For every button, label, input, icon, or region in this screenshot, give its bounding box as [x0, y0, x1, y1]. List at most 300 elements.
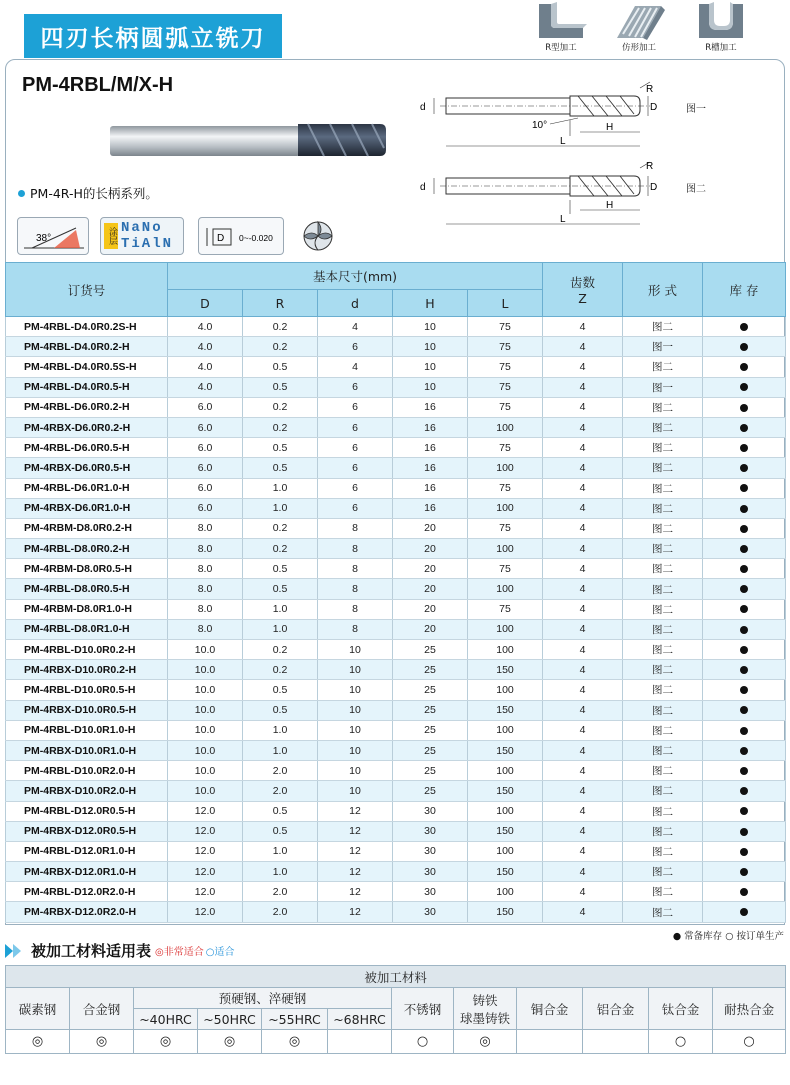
table-cell: 25: [393, 640, 468, 660]
col-shape: 形 式: [623, 263, 703, 317]
table-cell: 图二: [623, 882, 703, 902]
table-cell: 20: [393, 579, 468, 599]
table-cell: 30: [393, 862, 468, 882]
in-stock-dot-icon: [740, 727, 748, 735]
table-cell: 4.0: [168, 357, 243, 377]
stock-cell: [703, 377, 786, 397]
table-row: [6, 761, 786, 781]
table-cell: 12.0: [168, 862, 243, 882]
four-flute-icon: [300, 218, 336, 254]
table-cell: 4: [543, 397, 623, 417]
table-cell: 图二: [623, 599, 703, 619]
table-cell: 20: [393, 518, 468, 538]
mat-alloy: 合金钢: [70, 988, 134, 1030]
in-stock-dot-icon: [740, 505, 748, 513]
col-teeth: 齿数 Z: [543, 263, 623, 317]
table-cell: 25: [393, 761, 468, 781]
table-cell: 100: [468, 801, 543, 821]
table-cell: 10: [393, 317, 468, 337]
table-row: [6, 599, 786, 619]
col-H: H: [393, 290, 468, 317]
table-cell: 6.0: [168, 458, 243, 478]
svg-text:0~-0.020: 0~-0.020: [239, 233, 273, 243]
table-cell: 8.0: [168, 599, 243, 619]
table-cell: 8.0: [168, 539, 243, 559]
table-cell: PM-4RBX-D10.0R0.5-H: [6, 700, 168, 720]
in-stock-dot-icon: [740, 706, 748, 714]
table-cell: 0.5: [243, 377, 318, 397]
in-stock-dot-icon: [740, 444, 748, 452]
table-row: [6, 680, 786, 700]
table-cell: PM-4RBL-D8.0R1.0-H: [6, 619, 168, 639]
in-stock-dot-icon: [740, 888, 748, 896]
table-cell: 图二: [623, 660, 703, 680]
stock-cell: [703, 720, 786, 740]
table-cell: 6.0: [168, 397, 243, 417]
table-row: [6, 720, 786, 740]
mat-hrc-50: ~50HRC: [198, 1009, 262, 1030]
table-cell: 1.0: [243, 862, 318, 882]
table-row: [6, 740, 786, 760]
table-cell: 25: [393, 660, 468, 680]
table-cell: PM-4RBX-D12.0R0.5-H: [6, 821, 168, 841]
tolerance-badge: [198, 217, 284, 255]
rating-cell: ○: [713, 1030, 786, 1054]
table-cell: 4: [543, 841, 623, 861]
table-cell: 100: [468, 458, 543, 478]
table-cell: 图二: [623, 781, 703, 801]
table-cell: 10: [318, 740, 393, 760]
stock-cell: [703, 458, 786, 478]
table-cell: 25: [393, 700, 468, 720]
table-cell: 2.0: [243, 882, 318, 902]
table-cell: 8: [318, 518, 393, 538]
table-cell: 0.2: [243, 539, 318, 559]
table-cell: 25: [393, 740, 468, 760]
table-cell: PM-4RBM-D8.0R1.0-H: [6, 599, 168, 619]
table-row: [6, 640, 786, 660]
table-cell: 4: [543, 902, 623, 922]
table-cell: 75: [468, 377, 543, 397]
table-cell: 4: [543, 801, 623, 821]
table-cell: 4: [543, 317, 623, 337]
table-cell: PM-4RBL-D4.0R0.5S-H: [6, 357, 168, 377]
stock-cell: [703, 337, 786, 357]
table-cell: 4.0: [168, 317, 243, 337]
materials-table: [5, 965, 786, 1054]
svg-text:d: d: [420, 102, 426, 113]
rating-cell: ◎: [262, 1030, 328, 1054]
table-cell: 4: [543, 599, 623, 619]
table-cell: 图一: [623, 337, 703, 357]
table-cell: PM-4RBL-D6.0R0.2-H: [6, 397, 168, 417]
col-order-no: 订货号: [6, 263, 168, 317]
table-cell: PM-4RBL-D8.0R0.2-H: [6, 539, 168, 559]
table-cell: 图二: [623, 761, 703, 781]
bullet-dot: [18, 190, 25, 197]
table-cell: 8: [318, 539, 393, 559]
table-row: [6, 498, 786, 518]
table-cell: 4: [543, 579, 623, 599]
coating-badge: 涂层 NaNo TiAlN: [100, 217, 184, 255]
in-stock-dot-icon: [740, 323, 748, 331]
mat-hrc-55: ~55HRC: [262, 1009, 328, 1030]
mat-copper: 铜合金: [517, 988, 583, 1030]
table-row: [6, 902, 786, 922]
table-cell: 图二: [623, 720, 703, 740]
in-stock-dot-icon: [740, 585, 748, 593]
table-cell: 6.0: [168, 498, 243, 518]
table-cell: 4: [543, 337, 623, 357]
table-cell: 10: [318, 720, 393, 740]
in-stock-dot-icon: [740, 787, 748, 795]
rating-cell: ○: [649, 1030, 713, 1054]
table-cell: 150: [468, 862, 543, 882]
table-cell: 10: [318, 761, 393, 781]
col-L: L: [468, 290, 543, 317]
table-cell: 图二: [623, 498, 703, 518]
table-cell: 12: [318, 801, 393, 821]
mat-aluminum: 铝合金: [583, 988, 649, 1030]
table-cell: 75: [468, 599, 543, 619]
in-stock-dot-icon: [740, 908, 748, 916]
table-cell: 4: [543, 498, 623, 518]
table-cell: 4: [543, 700, 623, 720]
table-cell: PM-4RBX-D6.0R1.0-H: [6, 498, 168, 518]
table-row: [6, 478, 786, 498]
table-cell: 12: [318, 902, 393, 922]
table-row: [6, 700, 786, 720]
table-cell: 30: [393, 902, 468, 922]
table-cell: 4: [318, 357, 393, 377]
table-cell: 25: [393, 680, 468, 700]
table-cell: PM-4RBL-D10.0R1.0-H: [6, 720, 168, 740]
table-cell: 10.0: [168, 640, 243, 660]
in-stock-dot-icon: [740, 565, 748, 573]
svg-text:d: d: [420, 182, 426, 193]
table-cell: 6.0: [168, 478, 243, 498]
table-cell: PM-4RBL-D4.0R0.2S-H: [6, 317, 168, 337]
table-cell: 100: [468, 640, 543, 660]
in-stock-dot-icon: [740, 848, 748, 856]
mat-titanium: 钛合金: [649, 988, 713, 1030]
mat-hardened: 预硬钢、淬硬钢: [134, 988, 392, 1009]
table-row: [6, 619, 786, 639]
stock-cell: [703, 660, 786, 680]
table-cell: 图二: [623, 841, 703, 861]
svg-text:38°: 38°: [36, 233, 52, 244]
table-cell: 1.0: [243, 740, 318, 760]
diagram-2-caption: 图二: [686, 184, 706, 195]
table-cell: 1.0: [243, 498, 318, 518]
product-model: PM-4RBL/M/X-H: [22, 74, 174, 96]
table-cell: 10.0: [168, 740, 243, 760]
stock-cell: [703, 438, 786, 458]
table-cell: 12.0: [168, 902, 243, 922]
table-cell: 0.5: [243, 438, 318, 458]
table-cell: 6: [318, 478, 393, 498]
table-cell: 图二: [623, 397, 703, 417]
table-cell: 10.0: [168, 761, 243, 781]
table-cell: 10.0: [168, 680, 243, 700]
stock-cell: [703, 821, 786, 841]
table-cell: 1.0: [243, 478, 318, 498]
table-cell: 16: [393, 458, 468, 478]
table-cell: PM-4RBX-D6.0R0.5-H: [6, 458, 168, 478]
table-cell: 75: [468, 478, 543, 498]
table-cell: 20: [393, 619, 468, 639]
table-cell: PM-4RBM-D8.0R0.5-H: [6, 559, 168, 579]
table-cell: 75: [468, 518, 543, 538]
table-row: [6, 317, 786, 337]
table-cell: 10: [318, 700, 393, 720]
table-cell: 0.5: [243, 821, 318, 841]
stock-cell: [703, 700, 786, 720]
table-cell: 10.0: [168, 720, 243, 740]
table-cell: 12: [318, 882, 393, 902]
table-cell: 4: [543, 781, 623, 801]
stock-cell: [703, 902, 786, 922]
in-stock-dot-icon: [740, 545, 748, 553]
svg-text:10°: 10°: [532, 120, 548, 131]
table-cell: 16: [393, 438, 468, 458]
svg-text:H: H: [606, 200, 614, 211]
table-row: [6, 821, 786, 841]
table-cell: 0.2: [243, 518, 318, 538]
table-cell: PM-4RBL-D8.0R0.5-H: [6, 579, 168, 599]
table-cell: PM-4RBL-D12.0R0.5-H: [6, 801, 168, 821]
table-cell: 0.2: [243, 660, 318, 680]
in-stock-dot-icon: [740, 464, 748, 472]
in-stock-dot-icon: [740, 363, 748, 371]
table-cell: 12: [318, 862, 393, 882]
table-cell: PM-4RBX-D12.0R2.0-H: [6, 902, 168, 922]
table-cell: 100: [468, 680, 543, 700]
stock-cell: [703, 619, 786, 639]
table-cell: 4: [543, 417, 623, 437]
svg-text:D: D: [650, 182, 658, 193]
table-cell: 150: [468, 660, 543, 680]
rating-cell: ○: [392, 1030, 454, 1054]
stock-cell: [703, 498, 786, 518]
table-cell: PM-4RBL-D4.0R0.5-H: [6, 377, 168, 397]
in-stock-dot-icon: [740, 807, 748, 815]
table-cell: 150: [468, 781, 543, 801]
table-cell: 0.5: [243, 801, 318, 821]
table-cell: 10: [393, 337, 468, 357]
table-cell: PM-4RBX-D6.0R0.2-H: [6, 417, 168, 437]
table-cell: 4: [543, 821, 623, 841]
table-cell: 0.5: [243, 559, 318, 579]
table-cell: 12: [318, 841, 393, 861]
table-row: [6, 862, 786, 882]
r-profile-icon: R型加工: [533, 2, 589, 53]
table-cell: 10.0: [168, 781, 243, 801]
table-cell: 10: [318, 781, 393, 801]
table-cell: 4.0: [168, 337, 243, 357]
mat-hrc-68: ~68HRC: [328, 1009, 392, 1030]
table-cell: 75: [468, 337, 543, 357]
rating-cell: [517, 1030, 583, 1054]
table-cell: 4: [543, 882, 623, 902]
table-cell: 30: [393, 841, 468, 861]
col-basic-size: 基本尺寸(mm): [168, 263, 543, 290]
diagram-1-caption: 图一: [686, 104, 706, 115]
table-row: [6, 438, 786, 458]
mat-heat-resistant: 耐热合金: [713, 988, 786, 1030]
table-cell: 25: [393, 781, 468, 801]
table-row: [6, 518, 786, 538]
table-cell: PM-4RBL-D12.0R1.0-H: [6, 841, 168, 861]
table-cell: 图二: [623, 539, 703, 559]
table-cell: 图二: [623, 680, 703, 700]
table-cell: 100: [468, 579, 543, 599]
table-cell: 16: [393, 478, 468, 498]
diagram-2: [420, 158, 670, 230]
table-cell: 4: [543, 357, 623, 377]
table-cell: 100: [468, 417, 543, 437]
table-cell: 4: [543, 640, 623, 660]
mat-hrc-40: ~40HRC: [134, 1009, 198, 1030]
table-cell: 0.2: [243, 640, 318, 660]
in-stock-dot-icon: [740, 828, 748, 836]
stock-cell: [703, 761, 786, 781]
in-stock-dot-icon: [740, 525, 748, 533]
in-stock-dot-icon: [740, 767, 748, 775]
rating-cell: ◎: [454, 1030, 517, 1054]
table-cell: 100: [468, 761, 543, 781]
table-cell: 30: [393, 882, 468, 902]
table-cell: 4: [543, 619, 623, 639]
table-cell: 10.0: [168, 660, 243, 680]
table-cell: 6: [318, 337, 393, 357]
in-stock-dot-icon: [740, 424, 748, 432]
table-row: [6, 801, 786, 821]
rating-cell: [328, 1030, 392, 1054]
table-cell: 2.0: [243, 781, 318, 801]
table-cell: 1.0: [243, 720, 318, 740]
table-cell: 12: [318, 821, 393, 841]
table-cell: 0.2: [243, 317, 318, 337]
table-cell: PM-4RBL-D6.0R0.5-H: [6, 438, 168, 458]
table-cell: 4: [543, 539, 623, 559]
table-row: [6, 397, 786, 417]
table-cell: 75: [468, 317, 543, 337]
table-cell: 6.0: [168, 438, 243, 458]
table-cell: PM-4RBX-D12.0R1.0-H: [6, 862, 168, 882]
table-cell: 4: [543, 862, 623, 882]
table-cell: PM-4RBM-D8.0R0.2-H: [6, 518, 168, 538]
diagram-1: [420, 80, 670, 152]
table-cell: PM-4RBL-D10.0R0.2-H: [6, 640, 168, 660]
stock-cell: [703, 397, 786, 417]
table-row: [6, 579, 786, 599]
table-cell: 8.0: [168, 518, 243, 538]
table-cell: 30: [393, 801, 468, 821]
table-cell: 1.0: [243, 841, 318, 861]
table-cell: 图二: [623, 801, 703, 821]
table-cell: 图二: [623, 417, 703, 437]
table-row: [6, 357, 786, 377]
in-stock-dot-icon: [740, 747, 748, 755]
table-cell: 4: [543, 559, 623, 579]
table-cell: 8: [318, 599, 393, 619]
spec-table: [5, 262, 786, 923]
table-cell: 12.0: [168, 821, 243, 841]
table-cell: 4: [543, 740, 623, 760]
stock-cell: [703, 680, 786, 700]
table-cell: 75: [468, 357, 543, 377]
table-cell: 150: [468, 740, 543, 760]
table-cell: 16: [393, 397, 468, 417]
svg-text:D: D: [217, 233, 225, 244]
table-cell: 20: [393, 599, 468, 619]
table-cell: 75: [468, 559, 543, 579]
table-cell: 图二: [623, 458, 703, 478]
table-cell: 16: [393, 417, 468, 437]
table-cell: 0.2: [243, 337, 318, 357]
table-cell: 8: [318, 559, 393, 579]
svg-text:R: R: [646, 84, 654, 95]
table-cell: 0.5: [243, 458, 318, 478]
table-cell: 100: [468, 841, 543, 861]
in-stock-dot-icon: [740, 343, 748, 351]
table-cell: 2.0: [243, 761, 318, 781]
table-row: [6, 841, 786, 861]
table-cell: 10.0: [168, 700, 243, 720]
table-cell: 图二: [623, 700, 703, 720]
table-cell: 0.5: [243, 700, 318, 720]
stock-cell: [703, 417, 786, 437]
mat-stainless: 不锈钢: [392, 988, 454, 1030]
table-cell: 图二: [623, 518, 703, 538]
rating-cell: ◎: [134, 1030, 198, 1054]
stock-cell: [703, 599, 786, 619]
table-row: [6, 417, 786, 437]
table-cell: 4: [543, 478, 623, 498]
page-title: 四刃长柄圆弧立铣刀: [24, 14, 282, 58]
stock-cell: [703, 559, 786, 579]
in-stock-dot-icon: [740, 383, 748, 391]
table-row: [6, 458, 786, 478]
stock-cell: [703, 740, 786, 760]
table-cell: 0.2: [243, 417, 318, 437]
table-cell: 10: [393, 357, 468, 377]
col-d: d: [318, 290, 393, 317]
in-stock-dot-icon: [740, 484, 748, 492]
rating-cell: ◎: [198, 1030, 262, 1054]
table-cell: 20: [393, 559, 468, 579]
rating-cell: ◎: [70, 1030, 134, 1054]
mat-carbon: 碳素钢: [6, 988, 70, 1030]
svg-text:L: L: [560, 214, 566, 225]
table-cell: 图二: [623, 579, 703, 599]
table-cell: 100: [468, 882, 543, 902]
stock-cell: [703, 781, 786, 801]
table-cell: 12.0: [168, 841, 243, 861]
stock-cell: [703, 862, 786, 882]
table-cell: 图一: [623, 377, 703, 397]
table-cell: 0.5: [243, 579, 318, 599]
table-cell: 100: [468, 619, 543, 639]
table-cell: 0.5: [243, 357, 318, 377]
table-cell: 6: [318, 397, 393, 417]
in-stock-dot-icon: [740, 626, 748, 634]
mat-cast-iron: 铸铁 球墨铸铁: [454, 988, 517, 1030]
table-cell: 20: [393, 539, 468, 559]
table-cell: 0.5: [243, 680, 318, 700]
svg-text:D: D: [650, 102, 658, 113]
